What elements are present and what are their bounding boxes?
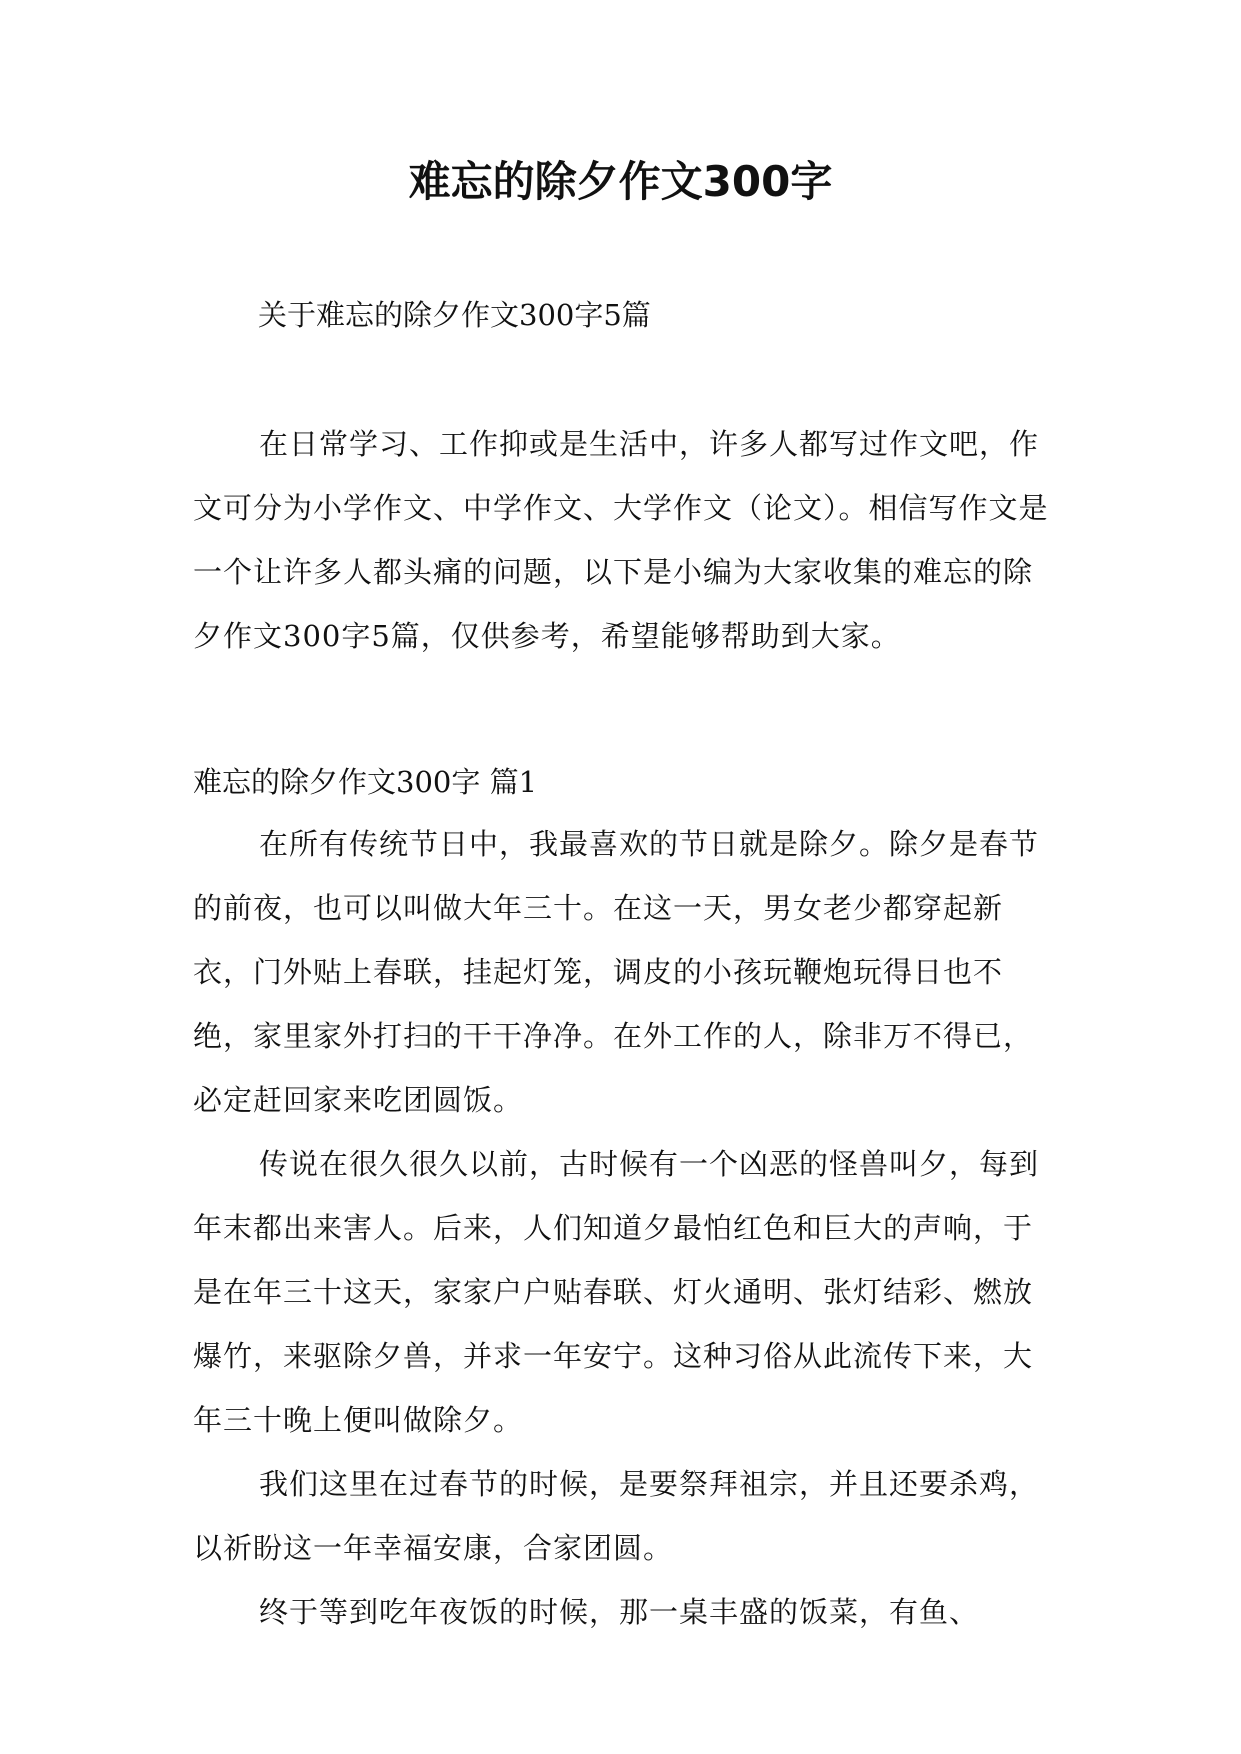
story-paragraph: 我们这里在过春节的时候，是要祭拜祖宗，并且还要杀鸡，以祈盼这一年幸福安康，合家团圆。: [193, 1467, 1040, 1565]
story-paragraph: 在所有传统节日中，我最喜欢的节日就是除夕。除夕是春节的前夜，也可以叫做大年三十。在这一天，男女老少都穿起新衣，门外贴上春联，挂起灯笼，调皮的小孩玩鞭炮玩得日也不绝，家里家外打扫的干干净净。在外工作的人，除非万不得已，必定赶回家来吃团圆饭。: [193, 827, 1040, 1117]
intro-block: [193, 412, 1053, 668]
intro-paragraph: 在日常学习、工作抑或是生活中，许多人都写过作文吧，作文可分为小学作文、中学作文、大学作文（论文）。相信写作文是一个让许多人都头痛的问题，以下是小编为大家收集的难忘的除夕作文300字5篇，仅供参考，希望能够帮助到大家。: [193, 427, 1049, 653]
section-heading: 难忘的除夕作文300字 篇1: [193, 765, 538, 799]
document-title: 难忘的除夕作文300字: [408, 157, 833, 206]
story-paragraph: 传说在很久很久以前，古时候有一个凶恶的怪兽叫夕，每到年末都出来害人。后来，人们知道夕最怕红色和巨大的声响，于是在年三十这天，家家户户贴春联、灯火通明、张灯结彩、燃放爆竹，来驱除夕兽，并求一年安宁。这种习俗从此流传下来，大年三十晚上便叫做除夕。: [193, 1147, 1040, 1437]
story-paragraph: 终于等到吃年夜饭的时候，那一桌丰盛的饭菜，有鱼、: [259, 1595, 980, 1629]
story-body: [193, 812, 1053, 1644]
document-subtitle: 关于难忘的除夕作文300字5篇: [258, 298, 651, 332]
